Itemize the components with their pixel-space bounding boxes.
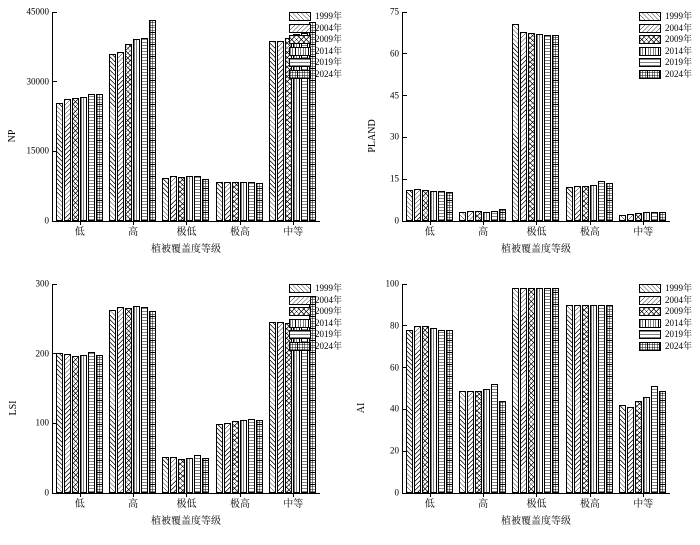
plot-area-pland <box>390 6 670 238</box>
legend-item <box>289 24 342 33</box>
bar <box>80 97 87 221</box>
y-axis-tick: 0 <box>45 489 54 498</box>
legend-swatch <box>639 24 661 33</box>
legend-swatch <box>289 35 311 44</box>
legend-swatch <box>639 284 661 293</box>
legend-item <box>289 330 342 339</box>
legend-swatch <box>639 296 661 305</box>
legend-label: 2019年 <box>664 57 692 67</box>
bar <box>240 182 247 221</box>
bar <box>162 178 169 221</box>
legend-swatch <box>289 47 311 56</box>
tick-mark <box>53 353 57 354</box>
x-axis-category-label: 低 <box>424 227 435 238</box>
y-axis-tick: 300 <box>36 280 54 289</box>
x-axis-category-label: 极低 <box>176 499 197 510</box>
legend-swatch <box>639 70 661 79</box>
y-axis-tick: 0 <box>45 217 54 226</box>
legend-swatch <box>639 330 661 339</box>
legend-swatch <box>639 58 661 67</box>
bar <box>216 182 223 221</box>
y-axis-tick: 40 <box>390 405 403 414</box>
legend-swatch <box>289 330 311 339</box>
bar-group <box>459 12 507 238</box>
x-axis-category-label: 高 <box>478 499 489 510</box>
y-axis-tick: 15000 <box>27 147 54 156</box>
bar <box>574 186 581 221</box>
bar <box>512 288 519 493</box>
bar <box>141 38 148 221</box>
bar <box>582 186 589 221</box>
bar-group <box>56 284 104 510</box>
legend-label: 1999年 <box>314 283 342 293</box>
bar <box>627 407 634 493</box>
chart-panel-np <box>0 0 350 272</box>
y-axis-tick: 30 <box>390 133 403 142</box>
y-axis-label: AI <box>355 402 367 414</box>
legend-label: 1999年 <box>664 283 692 293</box>
bar <box>133 306 140 493</box>
legend-label: 2019年 <box>314 57 342 67</box>
y-axis-tick: 45000 <box>27 8 54 17</box>
bar <box>544 288 551 493</box>
bar <box>544 35 551 221</box>
bar <box>459 212 466 221</box>
y-axis-label: PLAND <box>367 119 379 153</box>
bar <box>277 41 284 221</box>
x-axis-category-label: 高 <box>128 227 139 238</box>
bar-group <box>512 284 560 510</box>
y-axis-tick: 100 <box>386 280 404 289</box>
bar <box>216 424 223 493</box>
chart-panel-ai <box>350 272 700 544</box>
bar <box>528 288 535 493</box>
bar <box>430 328 437 493</box>
x-axis-category-label: 中等 <box>283 499 304 510</box>
bar <box>598 305 605 493</box>
legend-item <box>639 296 692 305</box>
legend-item <box>289 307 342 316</box>
bar <box>224 182 231 221</box>
bar <box>619 405 626 493</box>
tick-mark <box>53 284 57 285</box>
legend-label: 2009年 <box>664 34 692 44</box>
bar <box>248 182 255 221</box>
bar <box>598 181 605 221</box>
bar <box>512 24 519 221</box>
y-axis-tick: 80 <box>390 321 403 330</box>
plot-area-lsi <box>35 278 320 510</box>
bar <box>202 458 209 493</box>
legend-label: 2009年 <box>664 306 692 316</box>
legend-item <box>289 35 342 44</box>
legend-item <box>289 70 342 79</box>
x-axis-category-label: 低 <box>424 499 435 510</box>
plot-area-ai <box>385 278 670 510</box>
bar <box>422 326 429 493</box>
x-axis-category-label: 极高 <box>229 499 250 510</box>
bar <box>96 355 103 493</box>
bar <box>232 182 239 221</box>
legend-item <box>639 330 692 339</box>
bar <box>475 391 482 493</box>
tick-mark <box>403 53 407 54</box>
bar <box>186 176 193 222</box>
tick-mark <box>403 137 407 138</box>
legend-label: 2004年 <box>664 294 692 305</box>
tick-mark <box>403 493 407 494</box>
legend-item <box>639 284 692 293</box>
bar <box>446 330 453 493</box>
legend-label: 2009年 <box>314 34 342 44</box>
legend-swatch <box>289 307 311 316</box>
bar <box>536 288 543 493</box>
y-axis-tick: 100 <box>36 419 54 428</box>
bar <box>582 305 589 493</box>
legend-item <box>289 47 342 56</box>
legend-swatch <box>289 284 311 293</box>
bar <box>499 401 506 493</box>
bar <box>194 455 201 493</box>
bar <box>109 54 116 221</box>
bar <box>659 391 666 493</box>
legend-label: 2024年 <box>314 68 342 79</box>
bar <box>149 311 156 493</box>
legend-label: 1999年 <box>314 11 342 21</box>
bar <box>406 330 413 493</box>
legend-swatch <box>639 319 661 328</box>
bar <box>483 212 490 221</box>
bar <box>566 305 573 493</box>
x-axis-category-label: 极高 <box>229 227 250 238</box>
legend-label: 2014年 <box>664 45 692 56</box>
bar <box>277 322 284 493</box>
bar <box>125 44 132 221</box>
legend-swatch <box>639 307 661 316</box>
bar-group <box>406 284 454 510</box>
legend-swatch <box>639 47 661 56</box>
legend-swatch <box>289 296 311 305</box>
legend-label: 2009年 <box>314 306 342 316</box>
bar <box>178 459 185 493</box>
legend-item <box>639 24 692 33</box>
bar <box>256 183 263 221</box>
legend-label: 2014年 <box>314 45 342 56</box>
tick-mark <box>403 179 407 180</box>
legend-swatch <box>289 342 311 351</box>
bar <box>590 185 597 221</box>
legend-item <box>639 12 692 21</box>
bar <box>552 288 559 493</box>
bar <box>574 305 581 493</box>
tick-mark <box>403 12 407 13</box>
legend-label: 2004年 <box>664 22 692 33</box>
legend-label: 2019年 <box>664 329 692 339</box>
legend-item <box>289 296 342 305</box>
bar <box>170 457 177 493</box>
y-axis-label: NP <box>6 129 18 143</box>
legend-label: 1999年 <box>664 11 692 21</box>
x-axis-category-label: 低 <box>74 499 85 510</box>
bar <box>149 20 156 221</box>
bar-group <box>566 284 614 510</box>
legend-swatch <box>289 319 311 328</box>
bar <box>635 213 642 221</box>
bar <box>606 305 613 493</box>
y-axis-tick: 60 <box>390 49 403 58</box>
bar <box>483 389 490 494</box>
bar-group <box>216 284 264 510</box>
chart-panel-pland <box>350 0 700 272</box>
legend-item <box>639 342 692 351</box>
bar-group <box>162 284 210 510</box>
legend-swatch <box>289 12 311 21</box>
bar <box>635 401 642 493</box>
bar <box>178 177 185 221</box>
bar <box>552 35 559 221</box>
bar <box>520 288 527 493</box>
bar <box>248 419 255 493</box>
bar <box>414 326 421 493</box>
bar <box>499 209 506 221</box>
x-axis-category-label: 极低 <box>526 227 547 238</box>
chart-panel-lsi <box>0 272 350 544</box>
legend <box>289 12 342 81</box>
y-axis-tick: 0 <box>395 217 404 226</box>
legend-label: 2024年 <box>664 68 692 79</box>
x-axis-label: 植被覆盖度等级 <box>151 244 221 255</box>
legend-item <box>289 342 342 351</box>
bar <box>72 356 79 493</box>
legend-label: 2004年 <box>314 22 342 33</box>
legend-item <box>289 284 342 293</box>
legend-item <box>639 35 692 44</box>
bar-groups <box>403 284 670 510</box>
bar <box>467 391 474 493</box>
bar <box>430 191 437 221</box>
x-axis-category-label: 低 <box>74 227 85 238</box>
x-axis-category-label: 中等 <box>633 499 654 510</box>
legend-item <box>289 58 342 67</box>
tick-mark <box>53 221 57 222</box>
tick-mark <box>53 151 57 152</box>
bar <box>162 457 169 493</box>
x-axis-category-label: 极低 <box>526 499 547 510</box>
legend-swatch <box>639 35 661 44</box>
bar-group <box>406 12 454 238</box>
x-axis-label: 植被覆盖度等级 <box>501 516 571 527</box>
y-axis-tick: 75 <box>390 8 403 17</box>
bar <box>491 211 498 221</box>
bar <box>536 34 543 221</box>
x-axis-category-label: 中等 <box>283 227 304 238</box>
bar <box>186 458 193 493</box>
bar <box>269 41 276 221</box>
bar <box>88 94 95 221</box>
x-axis-category-label: 极低 <box>176 227 197 238</box>
tick-mark <box>53 81 57 82</box>
bar <box>643 397 650 493</box>
bar <box>194 176 201 221</box>
tick-mark <box>403 367 407 368</box>
x-axis-category-label: 极高 <box>579 227 600 238</box>
x-axis-category-label: 极高 <box>579 499 600 510</box>
bar <box>475 211 482 221</box>
legend-item <box>639 319 692 328</box>
legend <box>639 12 692 81</box>
bar <box>406 190 413 221</box>
bar <box>651 386 658 493</box>
tick-mark <box>403 451 407 452</box>
x-axis-label: 植被覆盖度等级 <box>151 516 221 527</box>
bar <box>414 189 421 221</box>
bar <box>109 310 116 493</box>
bar <box>64 99 71 221</box>
y-axis-tick: 15 <box>390 175 403 184</box>
legend-item <box>639 307 692 316</box>
y-axis-tick: 45 <box>390 91 403 100</box>
legend <box>289 284 342 353</box>
bar <box>627 214 634 221</box>
bar <box>141 307 148 493</box>
bar <box>170 176 177 221</box>
legend-label: 2024年 <box>314 340 342 351</box>
bar <box>240 420 247 493</box>
bar-group <box>216 12 264 238</box>
tick-mark <box>403 325 407 326</box>
legend-item <box>289 12 342 21</box>
x-axis-category-label: 中等 <box>633 227 654 238</box>
tick-mark <box>53 12 57 13</box>
legend-label: 2014年 <box>664 317 692 328</box>
bar <box>224 423 231 493</box>
bar-group <box>56 12 104 238</box>
bar-groups <box>403 12 670 238</box>
bar-group <box>162 12 210 238</box>
legend-label: 2024年 <box>664 340 692 351</box>
bar <box>590 305 597 493</box>
bar <box>491 384 498 493</box>
bar-group <box>109 284 157 510</box>
bar <box>256 420 263 493</box>
x-axis-category-label: 高 <box>478 227 489 238</box>
bar <box>422 190 429 221</box>
bar <box>619 215 626 221</box>
legend-item <box>639 58 692 67</box>
legend-item <box>639 70 692 79</box>
tick-mark <box>403 95 407 96</box>
bar <box>117 52 124 221</box>
legend-swatch <box>639 342 661 351</box>
bar <box>659 212 666 221</box>
bar <box>438 191 445 221</box>
bar <box>446 192 453 221</box>
y-axis-tick: 200 <box>36 349 54 358</box>
bar-group <box>459 284 507 510</box>
bar <box>64 354 71 493</box>
tick-mark <box>53 423 57 424</box>
bar <box>125 308 132 493</box>
y-axis-tick: 30000 <box>27 77 54 86</box>
x-axis-category-label: 高 <box>128 499 139 510</box>
legend <box>639 284 692 353</box>
bar <box>232 421 239 493</box>
bar <box>459 391 466 493</box>
legend-label: 2004年 <box>314 294 342 305</box>
legend-item <box>289 319 342 328</box>
tick-mark <box>53 493 57 494</box>
bar-group <box>566 12 614 238</box>
bar <box>651 212 658 221</box>
tick-mark <box>403 221 407 222</box>
legend-label: 2019年 <box>314 329 342 339</box>
bar-groups <box>53 284 320 510</box>
y-axis-tick: 0 <box>395 489 404 498</box>
legend-swatch <box>289 70 311 79</box>
bar <box>88 352 95 493</box>
bar <box>202 179 209 221</box>
bar-group <box>109 12 157 238</box>
plot-area-np <box>26 6 320 238</box>
bar <box>133 39 140 221</box>
bar <box>467 211 474 221</box>
y-axis-tick: 20 <box>390 447 403 456</box>
bar <box>72 98 79 221</box>
bar <box>520 32 527 221</box>
x-axis-label: 植被覆盖度等级 <box>501 244 571 255</box>
bar <box>96 94 103 221</box>
legend-item <box>639 47 692 56</box>
bar <box>269 322 276 493</box>
legend-swatch <box>639 12 661 21</box>
bar <box>606 183 613 221</box>
bar <box>566 187 573 221</box>
y-axis-tick: 60 <box>390 363 403 372</box>
bar <box>438 330 445 493</box>
legend-label: 2014年 <box>314 317 342 328</box>
bar-group <box>512 12 560 238</box>
bar <box>80 355 87 493</box>
tick-mark <box>403 409 407 410</box>
tick-mark <box>403 284 407 285</box>
bar <box>56 103 63 221</box>
legend-swatch <box>289 24 311 33</box>
bar <box>643 212 650 221</box>
bar <box>528 33 535 221</box>
y-axis-label: LSI <box>8 400 19 416</box>
bar-groups <box>53 12 320 238</box>
bar <box>117 307 124 493</box>
legend-swatch <box>289 58 311 67</box>
